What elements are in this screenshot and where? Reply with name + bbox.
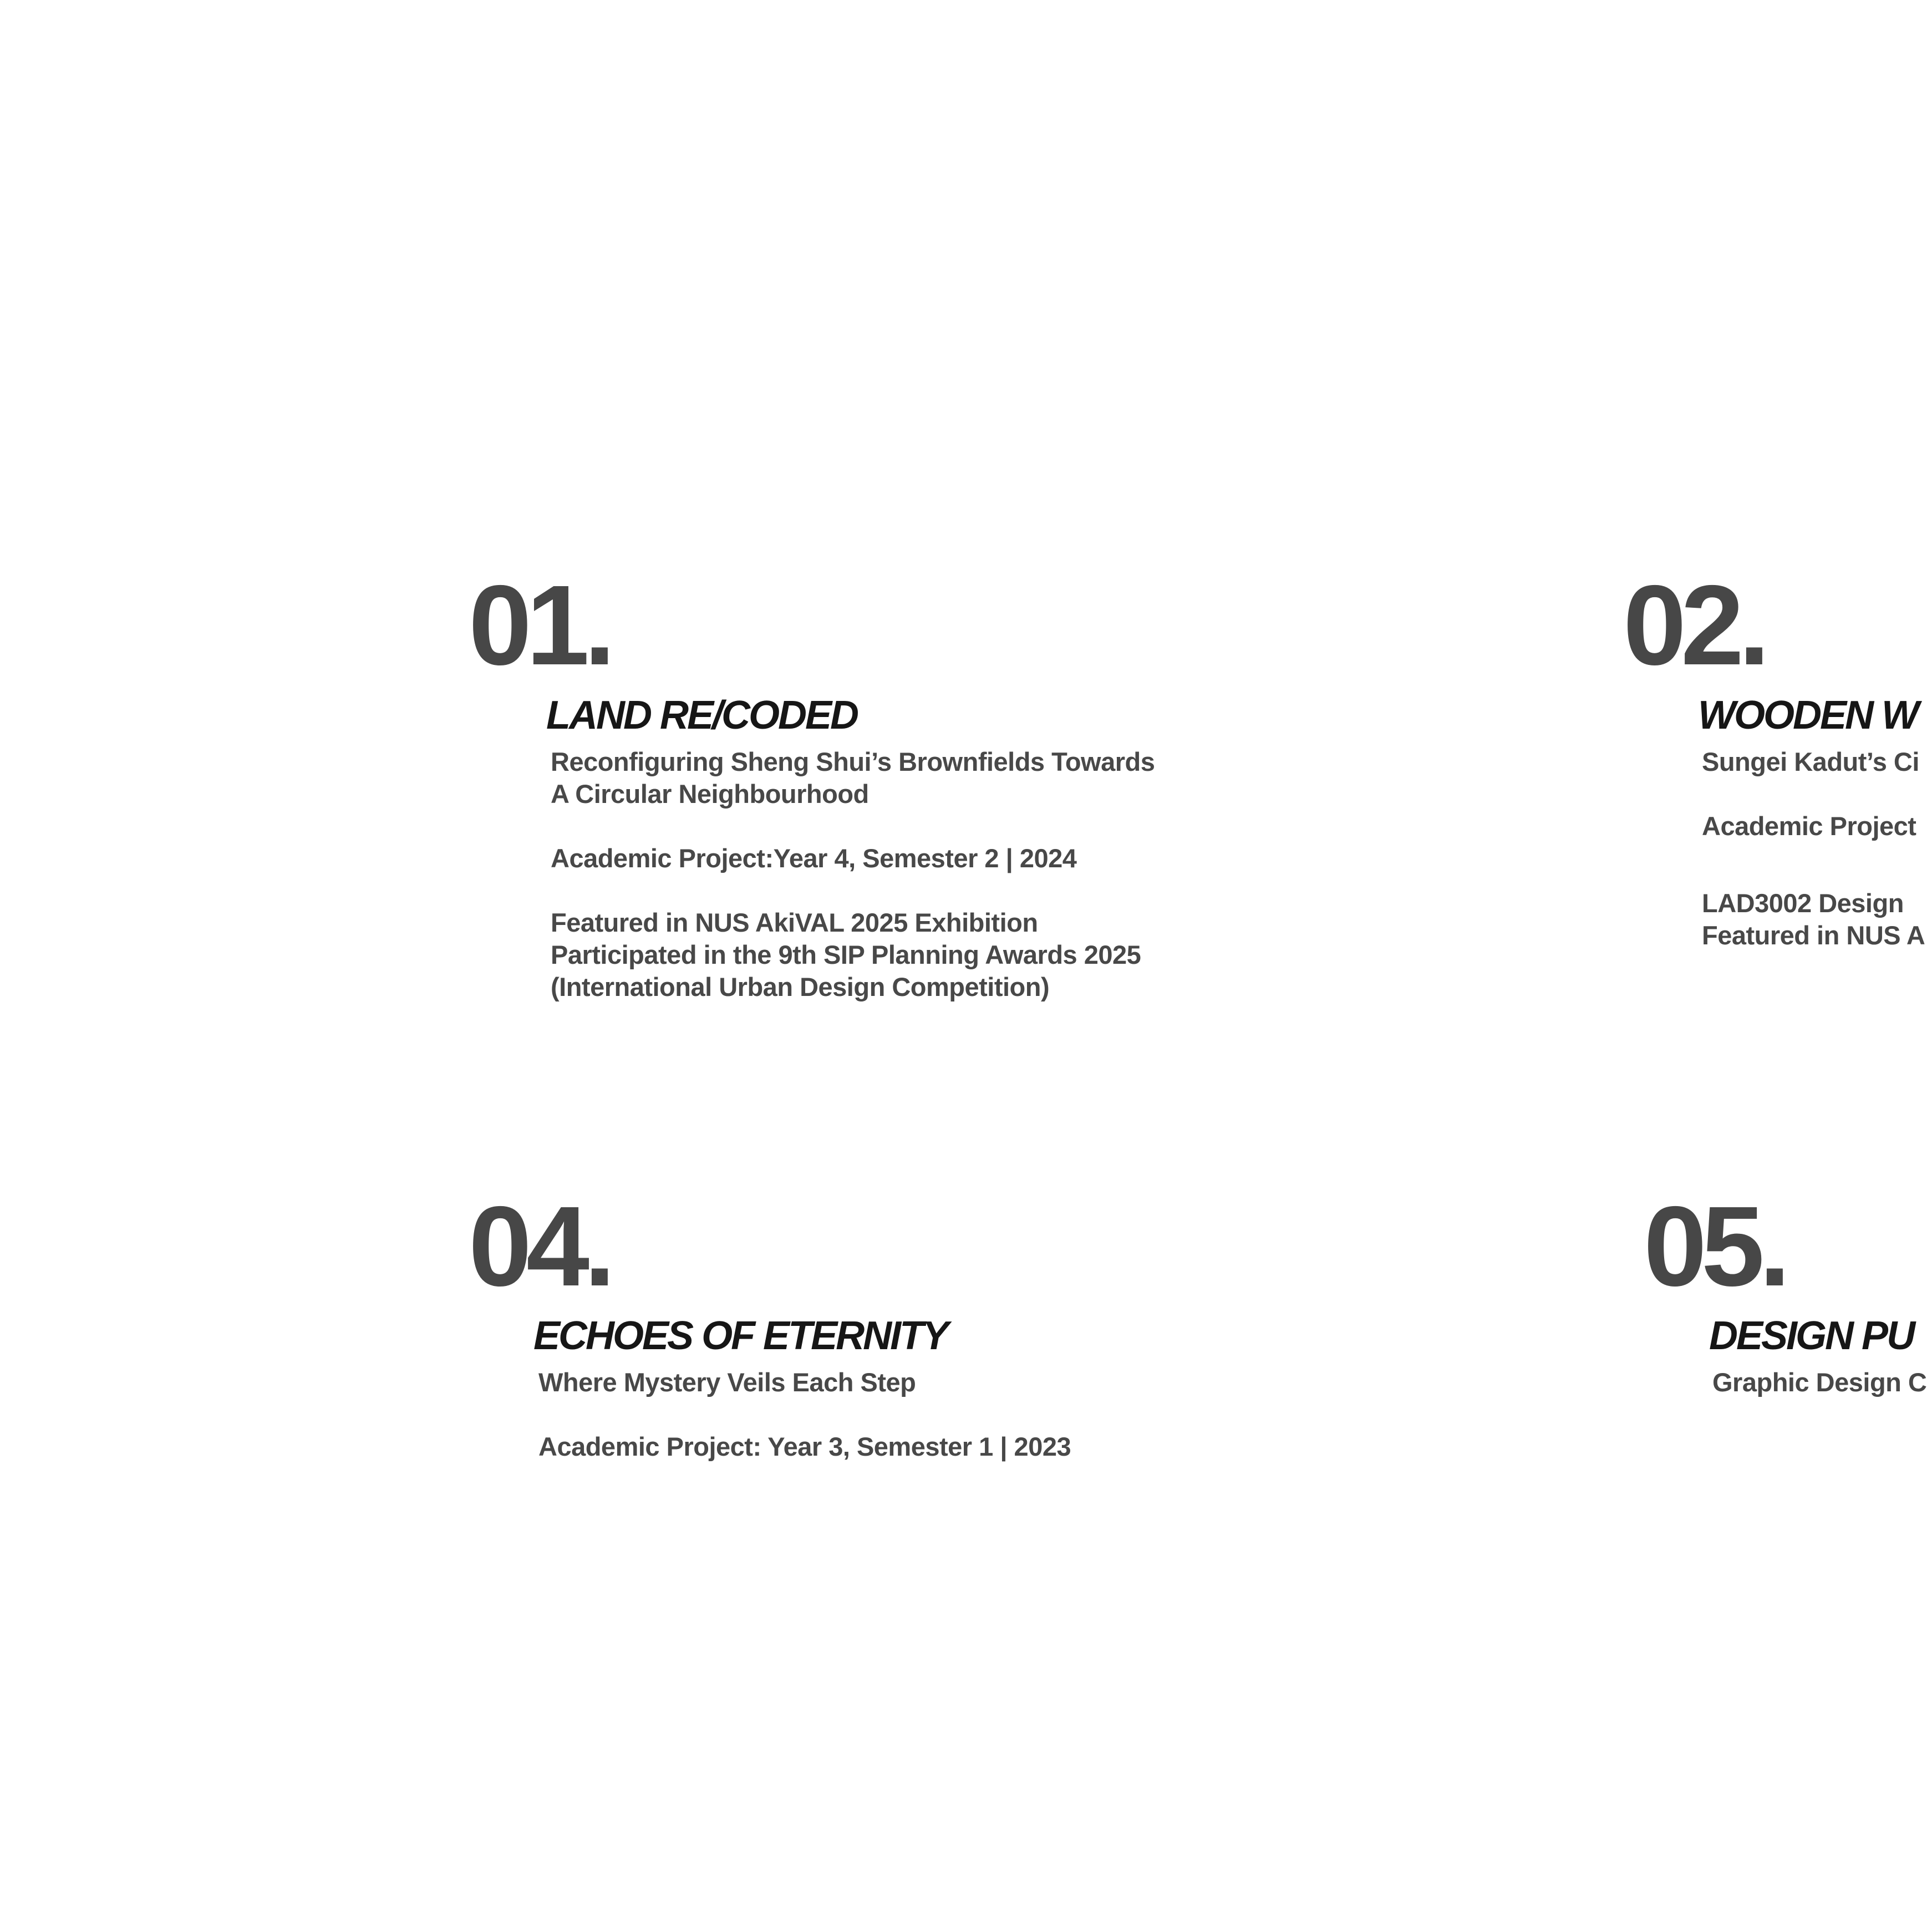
project-number: 05. [1644,1183,1785,1310]
project-recognition: LAD3002 Design [1702,888,1904,918]
project-info: Academic Project [1702,811,1916,841]
project-recognition: Featured in NUS A [1702,921,1925,950]
project-title: LAND RE/CODED [546,693,858,738]
project-subtitle: Graphic Design C [1712,1367,1927,1397]
project-title: WOODEN W [1698,693,1918,738]
project-subtitle: Reconfiguring Sheng Shui’s Brownfields Towards [551,747,1155,776]
project-subtitle: Where Mystery Veils Each Step [538,1367,916,1397]
project-number: 02. [1623,562,1765,689]
project-recognition: Participated in the 9th SIP Planning Awards 2025 [551,940,1141,969]
project-title: ECHOES OF ETERNITY [533,1314,948,1358]
project-title: DESIGN PU [1709,1314,1914,1358]
project-subtitle: A Circular Neighbourhood [551,779,869,809]
project-subtitle: Sungei Kadut’s Ci [1702,747,1919,776]
project-number: 04. [469,1183,610,1310]
project-recognition: Featured in NUS AkiVAL 2025 Exhibition [551,908,1038,937]
project-info: Academic Project:Year 4, Semester 2 | 2024 [551,843,1077,873]
project-number: 01. [469,562,610,689]
project-recognition: (International Urban Design Competition) [551,972,1050,1001]
project-info: Academic Project: Year 3, Semester 1 | 2023 [538,1432,1071,1461]
